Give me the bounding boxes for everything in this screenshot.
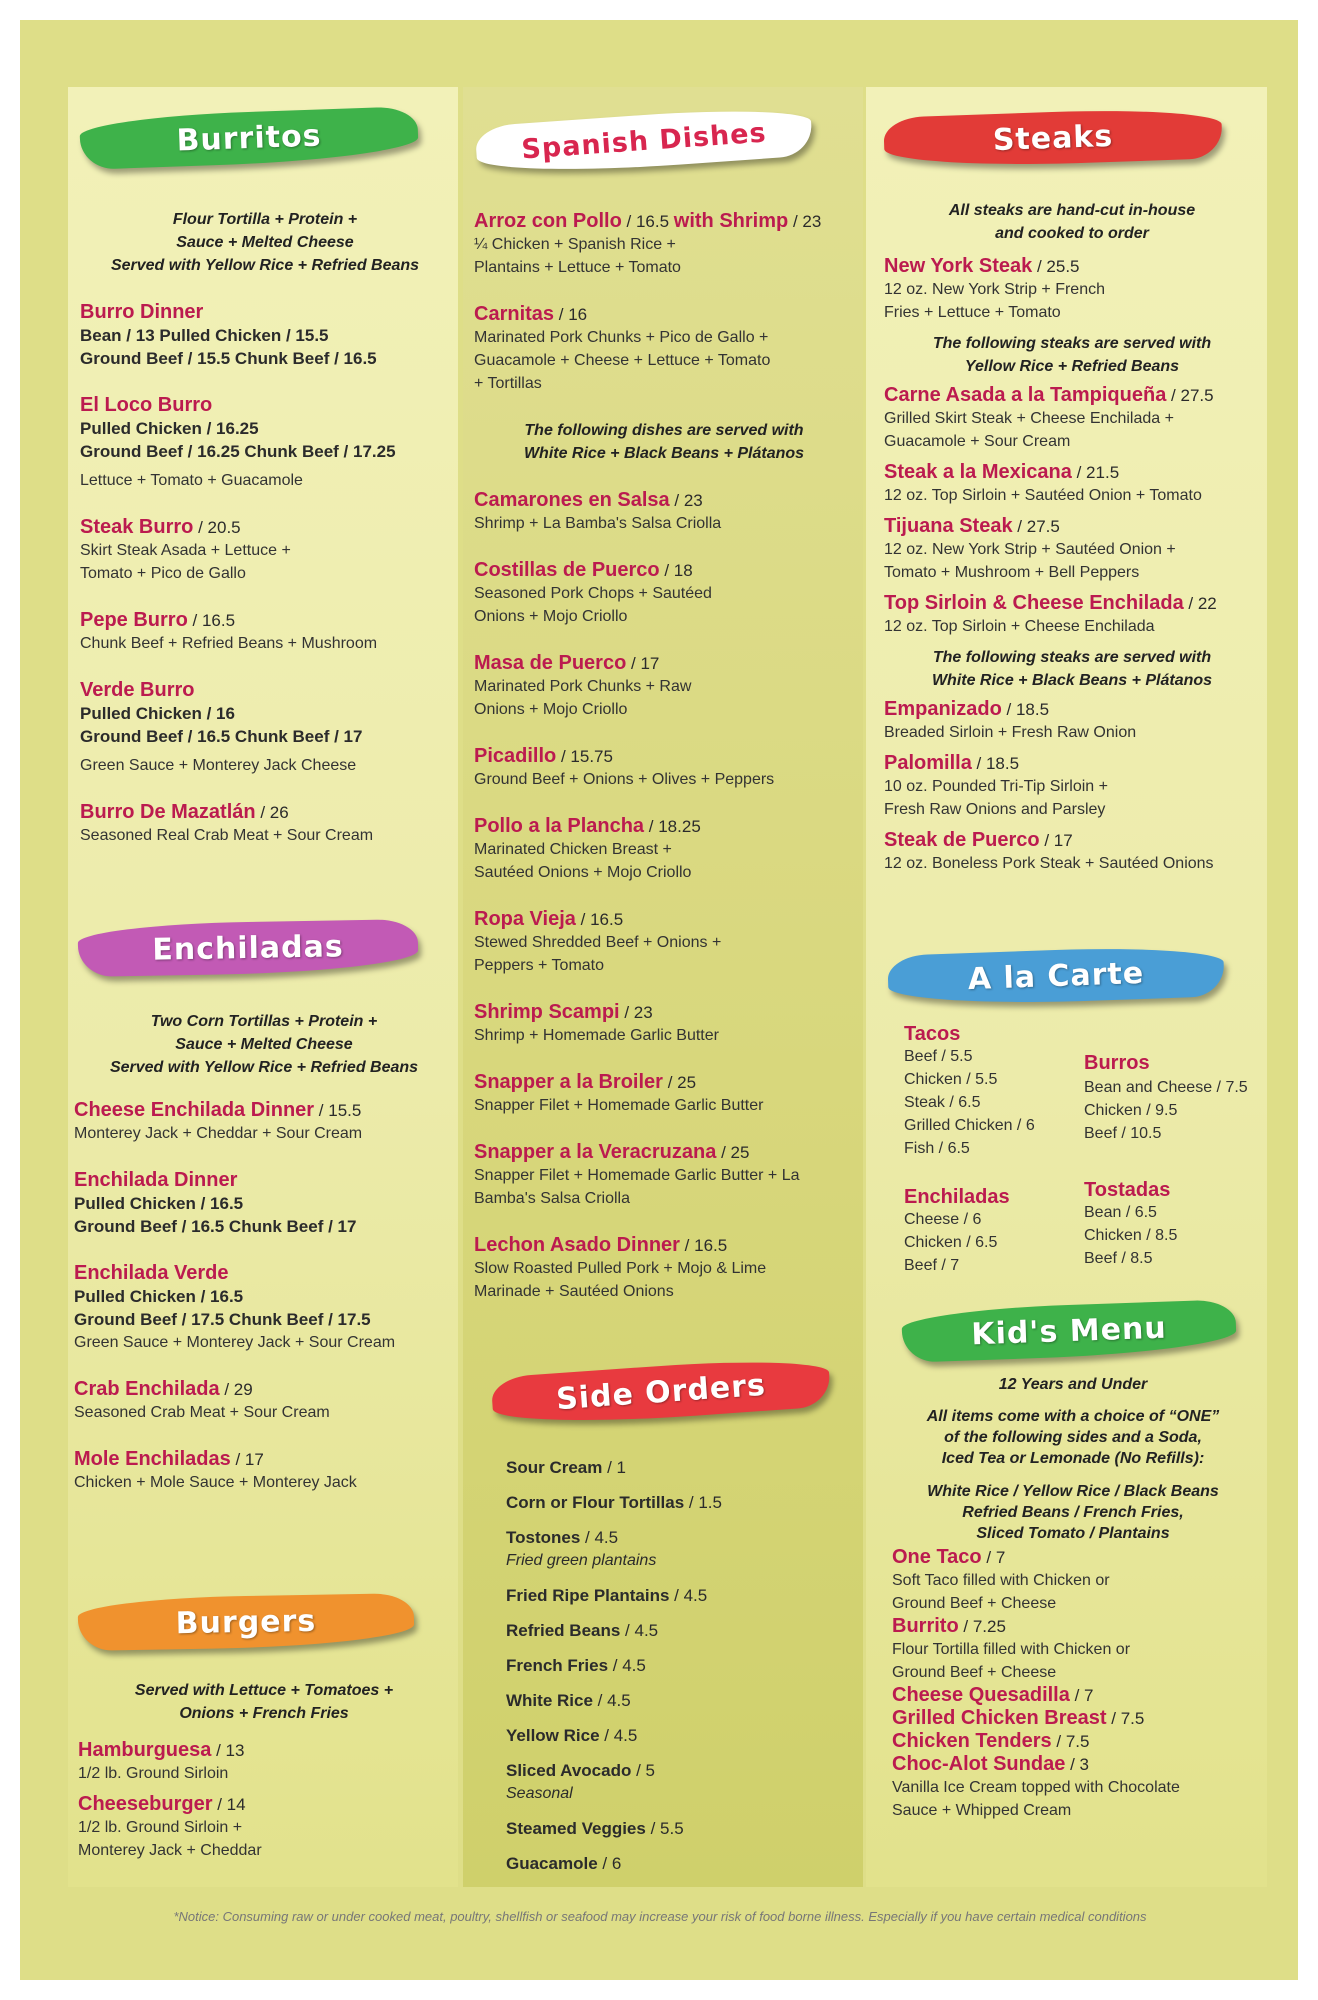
menu-item: Ropa Vieja / 16.5 Stewed Shredded Beef + Onions + Peppers + Tomato xyxy=(474,908,722,974)
side-item: French Fries / 4.5 xyxy=(506,1656,646,1675)
spanish-dishes-note: The following dishes are served with White Rice + Black Beans + Plátanos xyxy=(523,422,805,462)
menu-item: Chicken Tenders / 7.5 xyxy=(892,1730,1090,1752)
menu-item: Hamburguesa / 13 1/2 lb. Ground Sirloin xyxy=(78,1739,245,1782)
menu-item: One Taco / 7 Soft Taco filled with Chicken or Ground Beef + Cheese xyxy=(892,1546,1110,1612)
kids-menu-title: Kid's Menu xyxy=(970,1310,1168,1352)
menu-item: Carnitas / 16 Marinated Pork Chunks + Pico de Gallo + Guacamole + Cheese + Lettuce + Tomato + Tortillas xyxy=(474,303,771,392)
steaks-section xyxy=(884,199,1260,883)
menu-item: Steak a la Mexicana / 21.5 12 oz. Top Sirloin + Sautéed Onion + Tomato xyxy=(884,461,1202,504)
burros-group: Burros Bean and Cheese / 7.5 Chicken / 9.5 Beef / 10.5 xyxy=(1084,1052,1248,1142)
steaks-note: The following steaks are served with White Rice + Black Beans + Plátanos xyxy=(931,649,1213,689)
tostadas-group: Tostadas Bean / 6.5 Chicken / 8.5 Beef / 8.5 xyxy=(1084,1179,1178,1267)
menu-item: Choc-Alot Sundae / 3 Vanilla Ice Cream topped with Chocolate Sauce + Whipped Cream xyxy=(892,1753,1180,1819)
menu-item: Top Sirloin & Cheese Enchilada / 22 12 oz. Top Sirloin + Cheese Enchilada xyxy=(884,592,1217,635)
menu-item: Enchilada Verde Pulled Chicken / 16.5 Ground Beef / 17.5 Chunk Beef / 17.5 Green Sauce + Monterey Jack + Sour Cream xyxy=(74,1262,396,1351)
menu-item: Cheeseburger / 14 1/2 lb. Ground Sirloin + Monterey Jack + Cheddar xyxy=(78,1793,262,1859)
menu-item: Grilled Chicken Breast / 7.5 xyxy=(892,1707,1145,1729)
menu-item: Picadillo / 15.75 Ground Beef + Onions + Olives + Peppers xyxy=(474,745,775,788)
kids-menu-section xyxy=(888,1373,1258,1822)
menu-item: Burro De Mazatlán / 26 Seasoned Real Crab Meat + Sour Cream xyxy=(80,801,374,844)
menu-item: Masa de Puerco / 17 Marinated Pork Chunks + Raw Onions + Mojo Criollo xyxy=(474,652,692,718)
menu-item: Palomilla / 18.5 10 oz. Pounded Tri-Tip Sirloin + Fresh Raw Onions and Parsley xyxy=(884,752,1108,818)
side-item: Yellow Rice / 4.5 xyxy=(506,1726,638,1745)
burritos-title: Burritos xyxy=(175,117,323,159)
side-item: White Rice / 4.5 xyxy=(506,1691,631,1710)
a-la-carte-title: A la Carte xyxy=(967,955,1145,997)
side-orders-title: Side Orders xyxy=(555,1367,767,1417)
menu-item: Steak de Puerco / 17 12 oz. Boneless Pork Steak + Sautéed Onions xyxy=(884,829,1214,872)
menu-item: Snapper a la Broiler / 25 Snapper Filet + Homemade Garlic Butter xyxy=(474,1071,764,1114)
kids-age-note: 12 Years and Under xyxy=(998,1376,1148,1393)
steaks-note: The following steaks are served with Yellow Rice + Refried Beans xyxy=(932,335,1212,375)
menu-item: Cheese Enchilada Dinner / 15.5 Monterey Jack + Cheddar + Sour Cream xyxy=(74,1099,363,1142)
enchiladas-intro: Two Corn Tortillas + Protein + Sauce + Melted Cheese Served with Yellow Rice + Refried Beans xyxy=(109,1013,419,1076)
steaks-title: Steaks xyxy=(992,118,1114,158)
menu-item: Tijuana Steak / 27.5 12 oz. New York Strip + Sautéed Onion + Tomato + Mushroom + Bell Peppers xyxy=(884,515,1176,581)
menu-item: Burrito / 7.25 Flour Tortilla filled with Chicken or Ground Beef + Cheese xyxy=(892,1615,1131,1681)
side-orders-section xyxy=(506,1456,846,1887)
menu-item: Verde Burro Pulled Chicken / 16 Ground Beef / 16.5 Chunk Beef / 17 Green Sauce + Monterey Jack Cheese xyxy=(80,679,363,774)
side-item: Sliced Avocado / 5 Seasonal xyxy=(506,1761,655,1802)
menu-item: Shrimp Scampi / 23 Shrimp + Homemade Garlic Butter xyxy=(474,1001,719,1044)
burgers-title: Burgers xyxy=(175,1603,317,1641)
burgers-intro: Served with Lettuce + Tomatoes + Onions + French Fries xyxy=(134,1682,394,1722)
menu-item: Arroz con Pollo / 16.5 with Shrimp / 23 ¼ Chicken + Spanish Rice + Plantains + Lettuce + Tomato xyxy=(474,210,822,276)
food-safety-notice: *Notice: Consuming raw or under cooked meat, poultry, shellfish or seafood may increase your risk of food borne illness. Especially if you have certain medical conditions xyxy=(173,1909,1147,1924)
burritos-intro: Flour Tortilla + Protein + Sauce + Melted Cheese Served with Yellow Rice + Refried Beans xyxy=(110,211,420,274)
burgers-section xyxy=(78,1679,450,1870)
spanish-dishes-section xyxy=(474,210,854,1327)
menu-item: Enchilada Dinner Pulled Chicken / 16.5 Ground Beef / 16.5 Chunk Beef / 17 xyxy=(74,1169,357,1236)
menu-item: Lechon Asado Dinner / 16.5 Slow Roasted Pulled Pork + Mojo & Lime Marinade + Sautéed Onions xyxy=(474,1234,767,1300)
menu-item: Burro Dinner Bean / 13 Pulled Chicken / 15.5 Ground Beef / 15.5 Chunk Beef / 16.5 xyxy=(80,301,377,368)
menu-item: Snapper a la Veracruzana / 25 Snapper Filet + Homemade Garlic Butter + La Bamba's Salsa Criolla xyxy=(474,1141,800,1207)
steaks-intro: All steaks are hand-cut in-house and cooked to order xyxy=(948,202,1196,242)
menu-item: Empanizado / 18.5 Breaded Sirloin + Fresh Raw Onion xyxy=(884,698,1137,741)
side-item: Corn or Flour Tortillas / 1.5 xyxy=(506,1493,722,1512)
menu-item: Camarones en Salsa / 23 Shrimp + La Bamba's Salsa Criolla xyxy=(474,489,722,532)
menu-item: Crab Enchilada / 29 Seasoned Crab Meat + Sour Cream xyxy=(74,1378,330,1421)
side-item: Guacamole / 6 xyxy=(506,1854,622,1873)
menu-item: Steak Burro / 20.5 Skirt Steak Asada + Lettuce + Tomato + Pico de Gallo xyxy=(80,516,291,582)
enchiladas-section xyxy=(74,1010,454,1518)
enchiladas-carte-group: Enchiladas Cheese / 6 Chicken / 6.5 Beef / 7 xyxy=(904,1186,1010,1274)
menu-item: New York Steak / 25.5 12 oz. New York Strip + French Fries + Lettuce + Tomato xyxy=(884,255,1105,321)
menu-item: Costillas de Puerco / 18 Seasoned Pork Chops + Sautéed Onions + Mojo Criollo xyxy=(474,559,712,625)
menu-item: Pollo a la Plancha / 18.25 Marinated Chicken Breast + Sautéed Onions + Mojo Criollo xyxy=(474,815,701,881)
side-item: Steamed Veggies / 5.5 xyxy=(506,1819,684,1838)
menu-item: El Loco Burro Pulled Chicken / 16.25 Ground Beef / 16.25 Chunk Beef / 17.25 Lettuce + Tomato + Guacamole xyxy=(80,394,396,489)
menu-item: Carne Asada a la Tampiqueña / 27.5 Grilled Skirt Steak + Cheese Enchilada + Guacamole + Sour Cream xyxy=(884,384,1214,450)
menu-item: Mole Enchiladas / 17 Chicken + Mole Sauce + Monterey Jack xyxy=(74,1448,357,1491)
kids-sides-list: White Rice / Yellow Rice / Black Beans Refried Beans / French Fries, Sliced Tomato / Plantains xyxy=(927,1483,1219,1542)
side-item: Tostones / 4.5 Fried green plantains xyxy=(506,1528,657,1569)
side-item: Fried Ripe Plantains / 4.5 xyxy=(506,1586,708,1605)
burritos-section xyxy=(80,208,450,871)
side-item: Sour Cream / 1 xyxy=(506,1458,626,1477)
kids-sides-note: All items come with a choice of “ONE” of the following sides and a Soda, Iced Tea or Lemonade (No Refills): xyxy=(926,1408,1220,1467)
menu-item: Cheese Quesadilla / 7 xyxy=(892,1684,1094,1706)
menu-item: Pepe Burro / 16.5 Chunk Beef + Refried Beans + Mushroom xyxy=(80,609,378,652)
side-item: Refried Beans / 4.5 xyxy=(506,1621,659,1640)
spanish-dishes-title: Spanish Dishes xyxy=(520,116,768,166)
enchiladas-title: Enchiladas xyxy=(152,928,344,968)
tacos-group: Tacos Beef / 5.5 Chicken / 5.5 Steak / 6.5 Grilled Chicken / 6 Fish / 6.5 xyxy=(904,1023,1035,1157)
